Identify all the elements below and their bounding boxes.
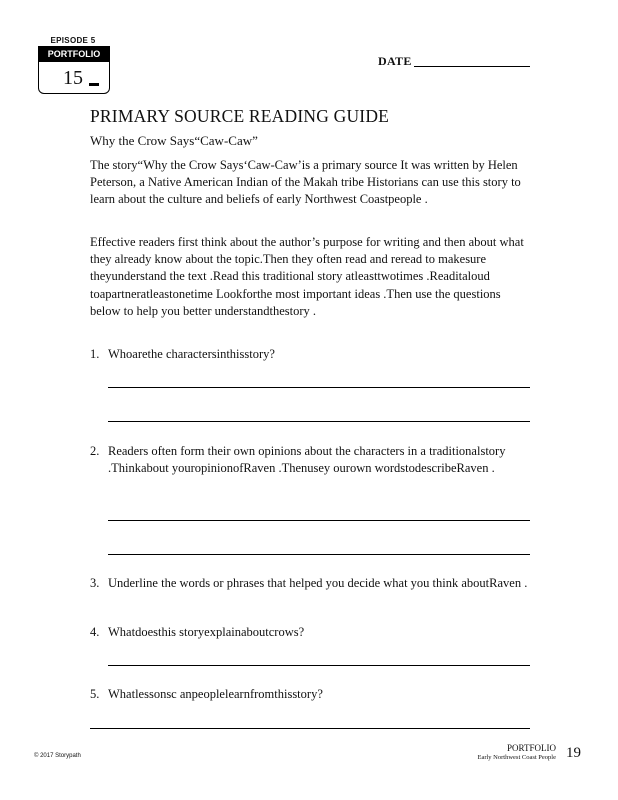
answer-line[interactable]	[108, 520, 530, 521]
question-1	[90, 346, 530, 363]
page-number: 19	[566, 745, 581, 761]
question-3	[90, 575, 530, 592]
question-text: Whoarethe charactersinthisstory?	[108, 347, 275, 361]
intro-paragraph: The story“Why the Crow Says‘Caw-Caw’is a primary source It was written by Helen Peterson, a Native American Indian of the Makah tribe Historians can use this story to learn about the culture and beliefs of early Northwest Coastpeople .	[90, 158, 521, 207]
question-text: Whatlessonsc anpeoplelearnfromthisstory?	[108, 687, 323, 701]
instructions-paragraph: Effective readers first think about the author’s purpose for writing and then about what they already know about the topic.Then they often read and reread to makesure theyunderstand the text .Read this traditional story atleasttwotimes .Readitaloud toapartneratleastonetime Lookforthe most important ideas .Then use the questions below to help you better understandthestory .	[90, 235, 524, 318]
question-4	[90, 624, 530, 641]
question-number: 3.	[90, 576, 100, 590]
footer-subtitle: Early Northwest Coast People	[477, 754, 556, 761]
question-2	[90, 443, 530, 477]
page-title: PRIMARY SOURCE READING GUIDE	[90, 106, 390, 126]
question-5	[90, 686, 530, 703]
question-text: Whatdoesthis storyexplainaboutcrows?	[108, 625, 305, 639]
date-line	[414, 66, 530, 67]
page-subtitle: Why the Crow Says“Caw-Caw”	[90, 133, 258, 148]
answer-line[interactable]	[108, 665, 530, 666]
question-text: Underline the words or phrases that helped you decide what you think aboutRaven .	[108, 576, 528, 590]
question-text: Readers often form their own opinions about the characters in a traditionalstory .Thinkabout youropinionofRaven .Thenusey ourown wordstodescribeRaven .	[108, 444, 506, 476]
portfolio-number: 15	[63, 67, 83, 89]
portfolio-badge-label: PORTFOLIO	[38, 46, 110, 62]
answer-line[interactable]	[90, 728, 530, 729]
footer-portfolio: PORTFOLIO	[507, 743, 556, 753]
answer-line[interactable]	[108, 421, 530, 422]
answer-line[interactable]	[108, 554, 530, 555]
portfolio-badge	[38, 46, 110, 94]
question-number: 2.	[90, 444, 100, 458]
date-label: DATE	[378, 54, 412, 68]
question-number: 5.	[90, 687, 100, 701]
question-number: 4.	[90, 625, 100, 639]
answer-line[interactable]	[108, 387, 530, 388]
copyright: © 2017 Storypath	[34, 753, 81, 759]
question-number: 1.	[90, 347, 100, 361]
episode-label: EPISODE 5	[50, 36, 96, 45]
portfolio-dash	[89, 83, 99, 86]
